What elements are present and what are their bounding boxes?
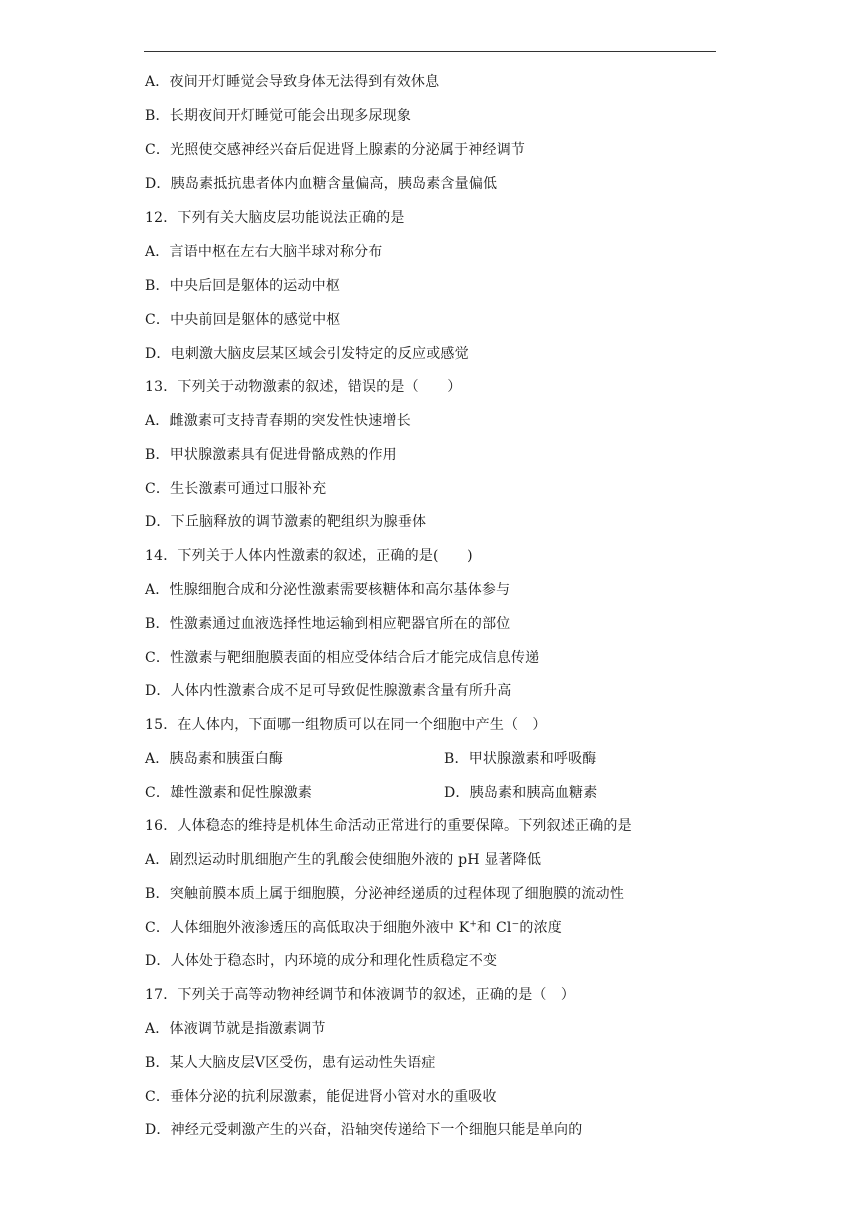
q16-option-d: D．人体处于稳态时，内环境的成分和理化性质稳定不变 (145, 953, 498, 969)
potassium-charge-sup: + (469, 919, 478, 930)
q12-option-c: C．中央前回是躯体的感觉中枢 (145, 312, 341, 328)
q15-option-a: A．胰岛素和胰蛋白酶 (145, 751, 284, 767)
q12-stem: 12．下列有关大脑皮层功能说法正确的是 (145, 210, 405, 226)
q13-option-d: D．下丘脑释放的调节激素的靶组织为腺垂体 (145, 514, 427, 530)
q13-option-c: C．生长激素可通过口服补充 (145, 481, 327, 497)
q11-option-c: C．光照使交感神经兴奋后促进肾上腺素的分泌属于神经调节 (145, 142, 526, 158)
q17-option-a: A．体液调节就是指激素调节 (145, 1021, 326, 1037)
q11-option-d: D．胰岛素抵抗患者体内血糖含量偏高，胰岛素含量偏低 (145, 176, 498, 192)
q13-stem: 13．下列关于动物激素的叙述，错误的是（ ） (145, 379, 462, 395)
q14-option-d: D．人体内性激素合成不足可导致促性腺激素含量有所升高 (145, 683, 512, 699)
q16-option-c-pre: C．人体细胞外液渗透压的高低取决于细胞外液中 K (145, 920, 470, 936)
q16-stem: 16．人体稳态的维持是机体生命活动正常进行的重要保障。下列叙述正确的是 (145, 818, 632, 834)
q15-option-b: B．甲状腺激素和呼吸酶 (444, 751, 597, 767)
q17-stem: 17．下列关于高等动物神经调节和体液调节的叙述，正确的是（ ） (145, 987, 576, 1003)
q14-option-b: B．性激素通过血液选择性地运输到相应靶器官所在的部位 (145, 616, 511, 632)
q17-option-d: D．神经元受刺激产生的兴奋，沿轴突传递给下一个细胞只能是单向的 (145, 1122, 583, 1138)
q12-option-b: B．中央后回是躯体的运动中枢 (145, 278, 341, 294)
header-rule (144, 51, 716, 52)
q11-option-a: A．夜间开灯睡觉会导致身体无法得到有效休息 (145, 74, 440, 90)
q16-option-c-mid: 和 Cl (477, 920, 512, 936)
q14-option-a: A．性腺细胞合成和分泌性激素需要核糖体和高尔基体参与 (145, 582, 511, 598)
q13-option-b: B．甲状腺激素具有促进骨骼成熟的作用 (145, 447, 397, 463)
q15-option-d: D．胰岛素和胰高血糖素 (444, 785, 598, 801)
q14-stem: 14．下列关于人体内性激素的叙述，正确的是( ) (145, 548, 473, 564)
q16-option-a: A．剧烈运动时肌细胞产生的乳酸会使细胞外液的 pH 显著降低 (145, 852, 542, 868)
q14-option-c: C．性激素与靶细胞膜表面的相应受体结合后才能完成信息传递 (145, 650, 540, 666)
q16-option-c-post: 的浓度 (519, 920, 562, 936)
q17-option-c: C．垂体分泌的抗利尿激素，能促进肾小管对水的重吸收 (145, 1089, 497, 1105)
q13-option-a: A．雌激素可支持青春期的突发性快速增长 (145, 413, 411, 429)
q11-option-b: B．长期夜间开灯睡觉可能会出现多尿现象 (145, 108, 412, 124)
q17-option-b: B．某人大脑皮层V区受伤，患有运动性失语症 (145, 1055, 436, 1071)
q15-stem: 15．在人体内，下面哪一组物质可以在同一个细胞中产生（ ） (145, 717, 547, 733)
q16-option-b: B．突触前膜本质上属于细胞膜，分泌神经递质的过程体现了细胞膜的流动性 (145, 886, 625, 902)
chloride-charge-sup: − (511, 919, 520, 930)
q15-option-c: C．雄性激素和促性腺激素 (145, 785, 313, 801)
q12-option-d: D．电刺激大脑皮层某区域会引发特定的反应或感觉 (145, 346, 469, 362)
q16-option-c (145, 919, 562, 937)
q12-option-a: A．言语中枢在左右大脑半球对称分布 (145, 244, 383, 260)
